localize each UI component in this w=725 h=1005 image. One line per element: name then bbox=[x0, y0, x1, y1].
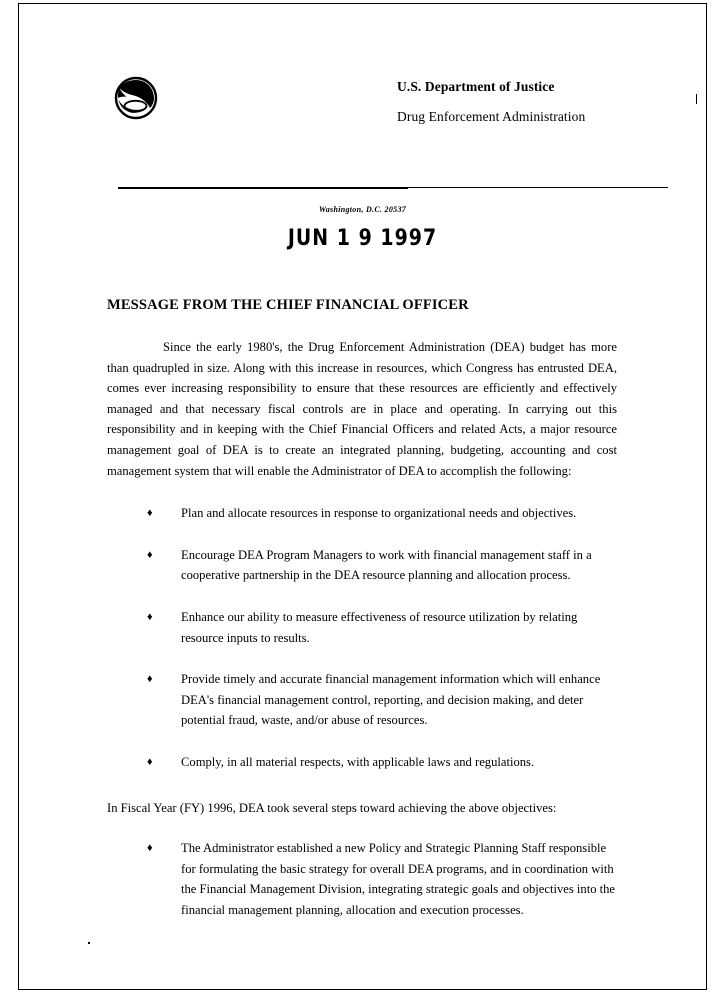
doj-seal-icon bbox=[114, 76, 158, 120]
objectives-list bbox=[107, 503, 617, 772]
document-body bbox=[107, 337, 617, 920]
diamond-bullet-icon: ♦ bbox=[147, 842, 153, 855]
list-item bbox=[107, 607, 617, 648]
list-item-text: Enhance our ability to measure effectiveness of resource utilization by relating resource inputs to results. bbox=[181, 609, 578, 645]
agency-name: Drug Enforcement Administration bbox=[397, 108, 586, 124]
date-stamp: JUN 1 9 1997 bbox=[287, 226, 438, 251]
list-item bbox=[107, 838, 617, 920]
page-title: MESSAGE FROM THE CHIEF FINANCIAL OFFICER bbox=[107, 297, 469, 313]
list-item-text: Encourage DEA Program Managers to work with financial management staff in a cooperative partnership in the DEA resource planning and allocation process. bbox=[181, 547, 592, 583]
list-item-text: Provide timely and accurate financial management information which will enhance DEA's financial management control, reporting, and decision making, and deter potential fraud, waste, and/or abuse of resources. bbox=[181, 672, 601, 728]
diamond-bullet-icon: ♦ bbox=[147, 548, 153, 561]
list-item bbox=[107, 752, 617, 773]
address-line: Washington, D.C. 20537 bbox=[318, 205, 407, 214]
letterhead-divider bbox=[118, 187, 668, 188]
department-name: U.S. Department of Justice bbox=[397, 79, 555, 94]
list-item-text: Plan and allocate resources in response to organizational needs and objectives. bbox=[181, 506, 577, 521]
lead-paragraph: Since the early 1980's, the Drug Enforcement Administration (DEA) budget has more than quadrupled in size. Along with this increase in resources, which Congress has entrusted DEA, comes ever increasing responsibility to ensure that these resources are efficiently and effectively managed and that necessary fiscal controls are in place and operating. In carrying out this responsibility and in keeping with the Chief Financial Officers and related Acts, a major resource management goal of DEA is to create an integrated planning, budgeting, accounting and cost management system that will enable the Administrator of DEA to accomplish the following: bbox=[107, 340, 617, 478]
agency-heading bbox=[397, 80, 697, 125]
diamond-bullet-icon: ♦ bbox=[147, 673, 153, 686]
fiscal-year-intro: In Fiscal Year (FY) 1996, DEA took several steps toward achieving the above objectives: bbox=[107, 800, 557, 815]
letterhead bbox=[0, 0, 725, 200]
list-item bbox=[107, 503, 617, 524]
scan-artifact-tick bbox=[696, 94, 697, 104]
diamond-bullet-icon: ♦ bbox=[147, 507, 153, 520]
diamond-bullet-icon: ♦ bbox=[147, 610, 153, 623]
list-item-text: Comply, in all material respects, with applicable laws and regulations. bbox=[181, 754, 535, 769]
diamond-bullet-icon: ♦ bbox=[147, 755, 153, 768]
list-item bbox=[107, 669, 617, 731]
accomplishments-list bbox=[107, 838, 617, 920]
scan-speck bbox=[88, 942, 90, 944]
list-item-text: The Administrator established a new Policy and Strategic Planning Staff responsible for formulating the basic strategy for overall DEA programs, and in coordination with the Financial Management Division, integrating strategic goals and objectives into the financial management planning, allocation and execution processes. bbox=[181, 841, 616, 917]
list-item bbox=[107, 545, 617, 586]
